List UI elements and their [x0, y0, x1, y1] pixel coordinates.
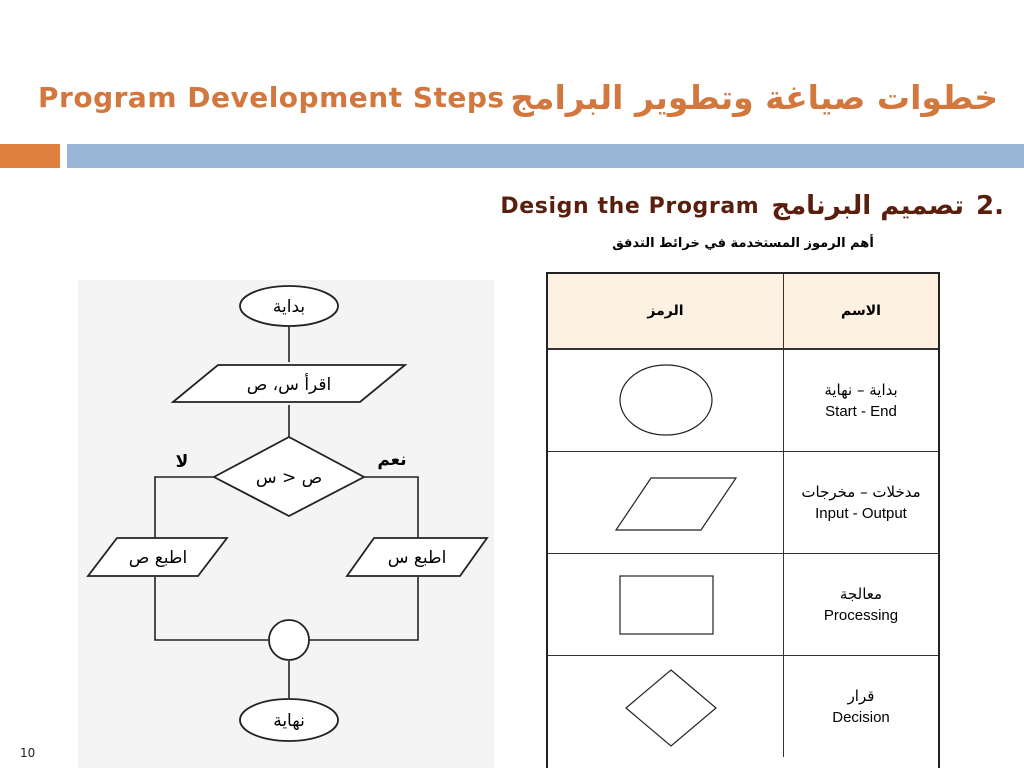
symbol-name-english: Decision: [832, 708, 890, 726]
slide-title: [38, 72, 998, 122]
yes-label: نعم: [377, 450, 407, 470]
symbol-name-english: Input - Output: [815, 504, 907, 522]
flow-line-yes-branch: [364, 477, 418, 540]
decision-label: ص < س: [255, 468, 323, 488]
rectangle-icon: [566, 560, 766, 650]
diamond-icon: [566, 662, 766, 752]
accent-bar-blue: [67, 144, 1024, 168]
symbol-name-arabic: قرار: [847, 686, 875, 705]
slide-number: 10: [20, 746, 36, 760]
input-label: اقرأ س، ص: [246, 375, 332, 395]
accent-bar-orange: [0, 144, 60, 168]
oval-icon: [566, 356, 766, 446]
header-symbol: الرمز: [548, 274, 784, 348]
table-row: [548, 655, 938, 757]
symbol-name-english: Processing: [823, 606, 899, 624]
symbol-name-arabic: معالجة: [839, 584, 883, 603]
start-label: بداية: [272, 297, 306, 317]
title-arabic: خطوات صياغة وتطوير البرامج: [510, 77, 998, 117]
symbol-name-english: Start - End: [825, 402, 897, 420]
flow-line-left-merge: [155, 577, 268, 640]
connector-circle: [269, 620, 309, 660]
table-row: [548, 451, 938, 553]
section-title-arabic: تصميم البرنامج: [771, 191, 965, 221]
symbols-table: [546, 272, 940, 768]
table-header-row: [548, 274, 938, 349]
title-english: Program Development Steps: [38, 80, 505, 114]
section-number: 2.: [976, 191, 1004, 221]
print-y-label: اطبع ص: [128, 548, 188, 568]
table-caption: أهم الرموز المستخدمة في خرائط التدفق: [612, 236, 874, 251]
symbol-name-arabic: مدخلات – مخرجات: [801, 482, 921, 501]
end-label: نهاية: [273, 711, 305, 731]
table-row: [548, 553, 938, 655]
flow-line-right-merge: [309, 577, 418, 640]
no-label: لا: [175, 452, 189, 472]
section-heading: [500, 188, 1004, 224]
flowchart: [78, 280, 494, 768]
parallelogram-icon: [566, 458, 766, 548]
table-row: [548, 349, 938, 451]
print-x-label: اطبع س: [387, 548, 447, 568]
flow-line-no-branch: [155, 477, 214, 540]
symbol-name-arabic: بداية – نهاية: [824, 380, 898, 399]
section-title-english: Design the Program: [500, 193, 760, 219]
header-name: الاسم: [841, 303, 881, 319]
